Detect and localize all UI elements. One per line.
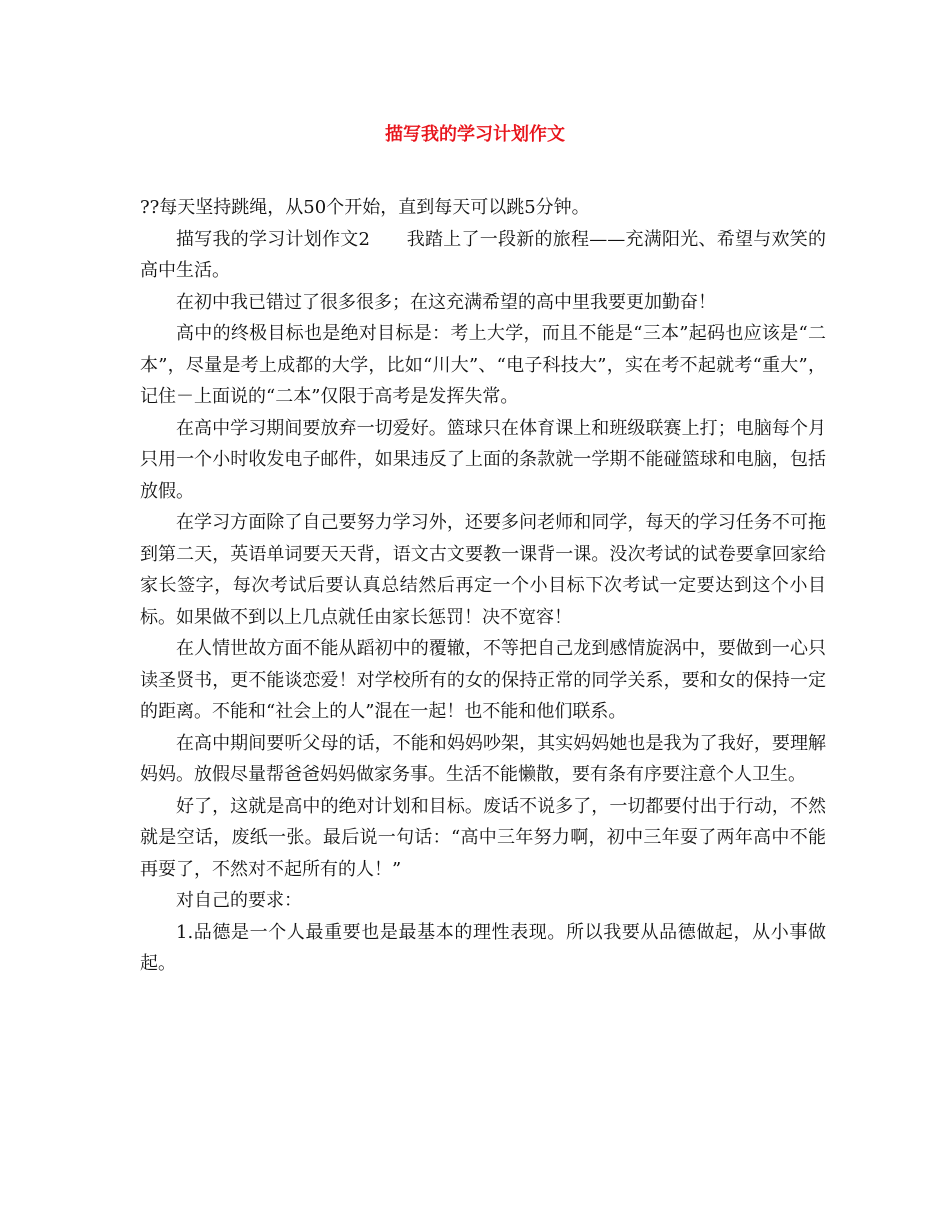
paragraph: 描写我的学习计划作文2 我踏上了一段新的旅程——充满阳光、希望与欢笑的高中生活。 bbox=[140, 228, 826, 281]
document-body bbox=[140, 192, 826, 980]
paragraph: 在高中学习期间要放弃一切爱好。篮球只在体育课上和班级联赛上打；电脑每个月只用一个小时收发电子邮件，如果违反了上面的条款就一学期不能碰篮球和电脑，包括放假。 bbox=[140, 417, 826, 502]
paragraph: 在初中我已错过了很多很多；在这充满希望的高中里我要更加勤奋！ bbox=[176, 291, 716, 313]
paragraph: 对自己的要求： bbox=[176, 890, 302, 911]
paragraph: 好了，这就是高中的绝对计划和目标。废话不说多了，一切都要付出于行动，不然就是空话，废纸一张。最后说一句话：“高中三年努力啊，初中三年耍了两年高中不能再耍了，不然对不起所有的人！” bbox=[140, 795, 826, 880]
paragraph: 1.品德是一个人最重要也是最基本的理性表现。所以我要从品德做起，从小事做起。 bbox=[140, 921, 826, 974]
paragraph: 高中的终极目标也是绝对目标是：考上大学，而且不能是“三本”起码也应该是“二本”，尽量是考上成都的大学，比如“川大”、“电子科技大”，实在考不起就考“重大”，记住－上面说的“二本”仅限于高考是发挥失常。 bbox=[140, 323, 826, 407]
paragraph: 在高中期间要听父母的话，不能和妈妈吵架，其实妈妈她也是我为了我好，要理解妈妈。放假尽量帮爸爸妈妈做家务事。生活不能懒散，要有条有序要注意个人卫生。 bbox=[140, 732, 826, 785]
paragraph: 在学习方面除了自己要努力学习外，还要多问老师和同学，每天的学习任务不可拖到第二天，英语单词要天天背，语文古文要教一课背一课。没次考试的试卷要拿回家给家长签字，每次考试后要认真总结然后再定一个小目标下次考试一定要达到这个小目标。如果做不到以上几点就任由家长惩罚！决不宽容！ bbox=[140, 512, 826, 628]
paragraph: 在人情世故方面不能从蹈初中的覆辙，不等把自己龙到感情旋涡中，要做到一心只读圣贤书，更不能谈恋爱！对学校所有的女的保持正常的同学关系，要和女的保持一定的距离。不能和“社会上的人”混在一起！也不能和他们联系。 bbox=[140, 638, 826, 722]
document-title: 描写我的学习计划作文 bbox=[385, 124, 565, 145]
paragraph: ??每天坚持跳绳，从50个开始，直到每天可以跳5分钟。 bbox=[140, 197, 590, 218]
